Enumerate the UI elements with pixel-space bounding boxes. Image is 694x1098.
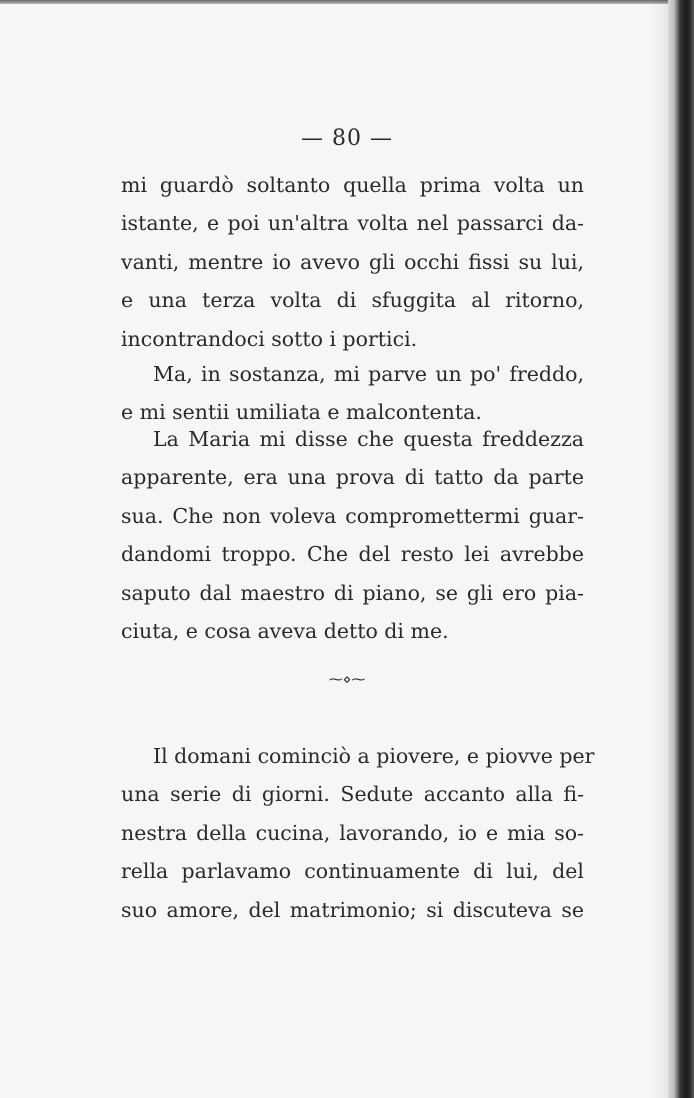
section-ornament: ⁓⋄⁓ — [328, 672, 366, 688]
paragraph-1 — [121, 166, 584, 358]
paragraph-4 — [121, 737, 595, 929]
text-line: dandomi troppo. Che del resto lei avrebbe — [121, 542, 584, 567]
text-line: nestra della cucina, lavorando, io e mia so- — [121, 820, 584, 845]
book-spine-edge — [668, 0, 694, 1098]
text-line: e una terza volta di sfuggita al ritorno, — [121, 288, 584, 313]
text-line: e mi sentii umiliata e malcontenta. — [121, 400, 482, 425]
text-line: La Maria mi disse che questa freddezza — [153, 427, 584, 451]
text-line: una serie di giorni. Sedute accanto alla fi- — [121, 782, 584, 807]
page-number: — 80 — — [301, 126, 393, 151]
paragraph-3 — [121, 420, 584, 650]
text-line: mi guardò soltanto quella prima volta un — [121, 173, 584, 197]
text-line: istante, e poi un'altra volta nel passarci da- — [121, 211, 584, 236]
text-line: rella parlavamo continuamente di lui, del — [121, 859, 584, 884]
gutter-shadow — [650, 0, 668, 1098]
scan-top-edge — [0, 0, 694, 4]
text-line: saputo dal maestro di piano, se gli ero pia- — [121, 580, 584, 605]
text-line: apparente, era una prova di tatto da parte — [121, 465, 584, 490]
text-line: suo amore, del matrimonio; si discuteva se — [121, 897, 584, 922]
text-line: Ma, in sostanza, mi parve un po' freddo, — [153, 362, 584, 386]
text-line: vanti, mentre io avevo gli occhi fissi su lui, — [121, 249, 584, 274]
text-line: incontrandoci sotto i portici. — [121, 326, 418, 351]
text-line: ciuta, e cosa aveva detto di me. — [121, 618, 449, 643]
text-line: sua. Che non voleva compromettermi guar- — [121, 503, 584, 528]
text-line: Il domani cominciò a piovere, e piovve per — [153, 744, 595, 768]
